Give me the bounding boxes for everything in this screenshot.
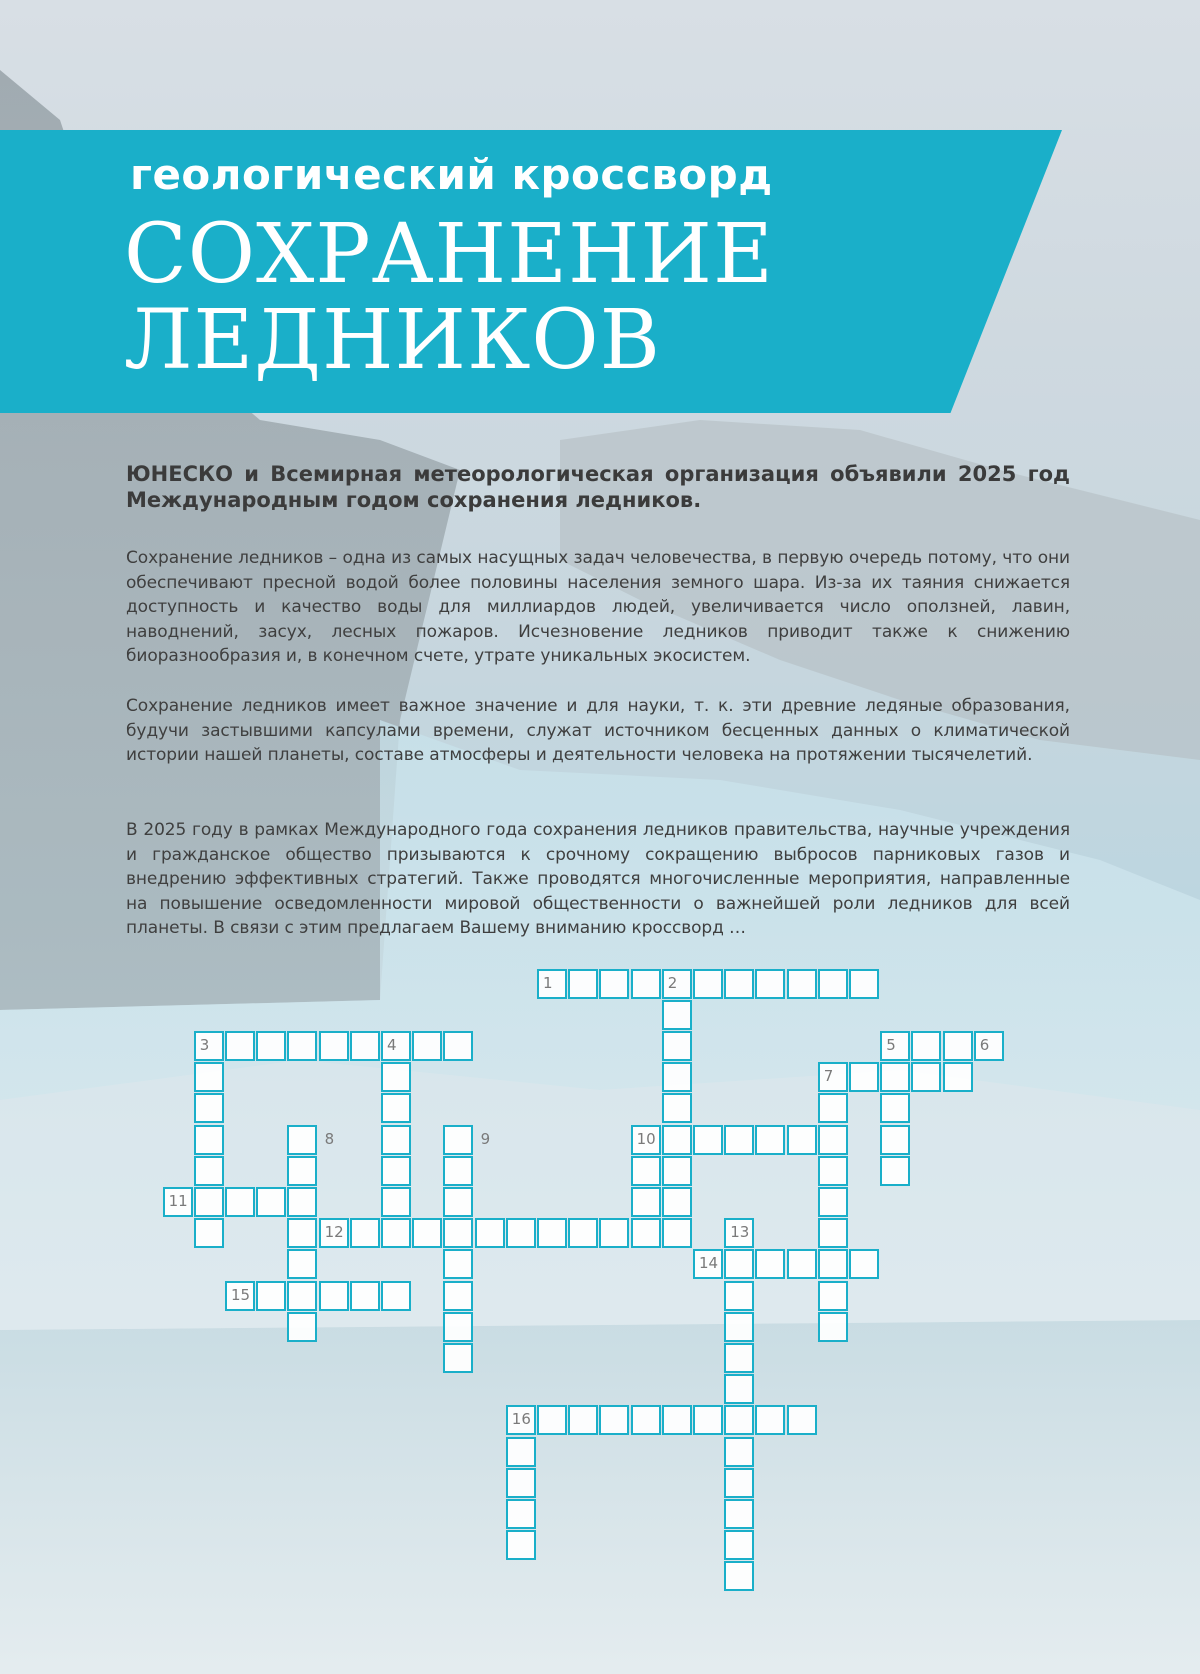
crossword-cell[interactable]	[880, 1031, 910, 1061]
crossword-cell[interactable]	[287, 1312, 317, 1342]
crossword-cell[interactable]	[849, 1249, 879, 1279]
crossword-cell[interactable]	[818, 1312, 848, 1342]
crossword-clue-number: 8	[324, 1129, 335, 1148]
crossword-cell[interactable]	[599, 1218, 629, 1248]
crossword-cell[interactable]	[724, 1312, 754, 1342]
paragraph-3: В 2025 году в рамках Международного года сохранения ледников правительства, научные учреждения и гражданское общество призываются к срочному сокращению выбросов парниковых газов и внедрению эффективных стратегий. Также проводятся многочисленные мероприятия, направленные на повышение осведомленности мировой общественности о важнейшей роли ледников для всей планеты. В связи с этим предлагаем Вашему вниманию кроссворд …	[126, 820, 1070, 939]
crossword-cell[interactable]	[724, 1530, 754, 1560]
crossword-cell[interactable]	[443, 1218, 473, 1248]
crossword-cell[interactable]	[724, 1281, 754, 1311]
crossword-clue-number: 1	[543, 973, 553, 992]
crossword-cell[interactable]	[381, 1156, 411, 1186]
crossword-cell[interactable]	[256, 1031, 286, 1061]
crossword-cell[interactable]	[537, 1218, 567, 1248]
crossword-cell[interactable]	[724, 1499, 754, 1529]
crossword-cell[interactable]	[818, 1093, 848, 1123]
crossword-cell[interactable]	[287, 1281, 317, 1311]
crossword-cell[interactable]	[849, 1062, 879, 1092]
crossword-clue-number: 12	[324, 1223, 344, 1242]
crossword-cell[interactable]	[381, 1281, 411, 1311]
crossword-cell[interactable]	[256, 1187, 286, 1217]
crossword-cell[interactable]	[506, 1437, 536, 1467]
crossword-cell[interactable]	[724, 1125, 754, 1155]
crossword-cell[interactable]	[381, 1031, 411, 1061]
crossword-cell[interactable]	[350, 1218, 380, 1248]
crossword-cell[interactable]	[194, 1187, 224, 1217]
crossword-cell[interactable]	[724, 1343, 754, 1373]
crossword-clue-number: 15	[231, 1285, 251, 1304]
crossword-cell[interactable]	[818, 1281, 848, 1311]
crossword-cell[interactable]	[194, 1062, 224, 1092]
crossword-cell[interactable]	[225, 1187, 255, 1217]
crossword-cell[interactable]	[631, 1218, 661, 1248]
crossword-clue-number: 7	[823, 1067, 834, 1086]
crossword-cell[interactable]	[880, 1093, 910, 1123]
crossword-clue-number: 11	[168, 1191, 188, 1210]
crossword-cell[interactable]	[599, 969, 629, 999]
title-line-1: СОХРАНЕНИЕ	[124, 207, 774, 302]
crossword-cell[interactable]	[662, 1031, 692, 1061]
crossword-cell[interactable]	[319, 1031, 349, 1061]
crossword-cell[interactable]	[755, 1249, 785, 1279]
crossword-cell[interactable]	[693, 1125, 723, 1155]
crossword-cell[interactable]	[724, 1405, 754, 1435]
crossword-cell[interactable]	[724, 1218, 754, 1248]
crossword-cell[interactable]	[287, 1125, 317, 1155]
crossword-cell[interactable]	[818, 1062, 848, 1092]
crossword-cell[interactable]	[724, 1468, 754, 1498]
crossword-clue-number: 6	[979, 1035, 990, 1054]
crossword-cell[interactable]	[381, 1187, 411, 1217]
crossword-cell[interactable]	[693, 1249, 723, 1279]
crossword-cell[interactable]	[537, 1405, 567, 1435]
crossword-clue-number: 16	[511, 1410, 531, 1429]
crossword-cell[interactable]	[163, 1187, 193, 1217]
crossword-cell[interactable]	[662, 1405, 692, 1435]
crossword-cell[interactable]	[943, 1062, 973, 1092]
crossword-cell[interactable]	[787, 969, 817, 999]
crossword-cell[interactable]	[381, 1218, 411, 1248]
crossword-cell[interactable]	[506, 1499, 536, 1529]
crossword-cell[interactable]	[880, 1156, 910, 1186]
crossword-cell[interactable]	[662, 1000, 692, 1030]
crossword-cell[interactable]	[974, 1031, 1004, 1061]
crossword-cell[interactable]	[568, 1405, 598, 1435]
crossword-cell[interactable]	[287, 1218, 317, 1248]
crossword-cell[interactable]	[443, 1187, 473, 1217]
crossword-cell[interactable]	[818, 1218, 848, 1248]
crossword-cell[interactable]	[818, 1156, 848, 1186]
crossword-cell[interactable]	[443, 1249, 473, 1279]
crossword-cell[interactable]	[787, 1249, 817, 1279]
crossword-cell[interactable]	[755, 969, 785, 999]
crossword-cell[interactable]	[693, 1405, 723, 1435]
crossword-cell[interactable]	[194, 1218, 224, 1248]
crossword-cell[interactable]	[662, 1093, 692, 1123]
crossword-clue-number: 9	[480, 1129, 491, 1148]
crossword-cell[interactable]	[724, 1561, 754, 1591]
crossword-cell[interactable]	[443, 1031, 473, 1061]
crossword-cell[interactable]	[631, 1187, 661, 1217]
crossword-cell[interactable]	[506, 1218, 536, 1248]
crossword-cell[interactable]	[818, 1125, 848, 1155]
crossword-clue-number: 3	[199, 1035, 210, 1054]
crossword-cell[interactable]	[443, 1281, 473, 1311]
crossword-clue-number: 10	[636, 1129, 656, 1148]
crossword-cell[interactable]	[537, 969, 567, 999]
crossword-cell[interactable]	[693, 969, 723, 999]
crossword-cell[interactable]	[443, 1312, 473, 1342]
crossword-cell[interactable]	[911, 1062, 941, 1092]
crossword-cell[interactable]	[506, 1468, 536, 1498]
crossword-cell[interactable]	[506, 1530, 536, 1560]
crossword-clue-number: 4	[387, 1035, 397, 1054]
crossword-cell[interactable]	[287, 1156, 317, 1186]
crossword-clue-number: 13	[730, 1223, 750, 1242]
paragraph-2: Сохранение ледников имеет важное значение и для науки, т. к. эти древние ледяные образования, будучи застывшими капсулами времени, служат источником бесценных данных о климатической истории нашей планеты, составе атмосферы и деятельности человека на протяжении тысячелетий.	[126, 696, 1070, 766]
crossword-cell[interactable]	[662, 1187, 692, 1217]
crossword-cell[interactable]	[568, 1218, 598, 1248]
banner-subtitle: геологический кроссворд	[130, 150, 773, 199]
crossword-cell[interactable]	[443, 1125, 473, 1155]
crossword-cell[interactable]	[319, 1218, 349, 1248]
crossword-cell[interactable]	[818, 1187, 848, 1217]
crossword-cell[interactable]	[599, 1405, 629, 1435]
crossword-cell[interactable]	[631, 969, 661, 999]
crossword-cell[interactable]	[194, 1093, 224, 1123]
crossword-cell[interactable]	[475, 1218, 505, 1248]
crossword-clue-number: 5	[886, 1035, 896, 1054]
crossword-cell[interactable]	[319, 1281, 349, 1311]
crossword-clue-number: 14	[699, 1254, 719, 1273]
crossword-cell[interactable]	[568, 969, 598, 999]
crossword-cell[interactable]	[194, 1156, 224, 1186]
crossword-cell[interactable]	[287, 1031, 317, 1061]
crossword-clue-number: 2	[667, 973, 678, 992]
title-line-2: ЛЕДНИКОВ	[124, 293, 661, 388]
crossword-cell[interactable]	[631, 1156, 661, 1186]
crossword-cell[interactable]	[194, 1125, 224, 1155]
crossword-cell[interactable]	[662, 1218, 692, 1248]
crossword-cell[interactable]	[787, 1405, 817, 1435]
crossword-cell[interactable]	[787, 1125, 817, 1155]
crossword-cell[interactable]	[880, 1062, 910, 1092]
crossword-cell[interactable]	[443, 1343, 473, 1373]
crossword-cell[interactable]	[943, 1031, 973, 1061]
crossword-cell[interactable]	[381, 1062, 411, 1092]
crossword-cell[interactable]	[443, 1156, 473, 1186]
crossword-cell[interactable]	[350, 1031, 380, 1061]
crossword-cell[interactable]	[911, 1031, 941, 1061]
crossword-cell[interactable]	[724, 969, 754, 999]
crossword-cell[interactable]	[631, 1125, 661, 1155]
crossword-cell[interactable]	[381, 1093, 411, 1123]
crossword-cell[interactable]	[631, 1405, 661, 1435]
crossword-cell[interactable]	[194, 1031, 224, 1061]
crossword-cell[interactable]	[256, 1281, 286, 1311]
crossword-cell[interactable]	[350, 1281, 380, 1311]
crossword-cell[interactable]	[381, 1125, 411, 1155]
paragraph-1: Сохранение ледников – одна из самых насущных задач человечества, в первую очередь потому, что они обеспечивают пресной водой более половины населения земного шара. Из-за их таяния снижается доступность и качество воды для миллиардов людей, увеличивается число оползней, лавин, наводнений, засух, лесных пожаров. Исчезновение ледников приводит также к снижению биоразнообразия и, в конечном счете, утрате уникальных экосистем.	[126, 548, 1070, 667]
crossword-cell[interactable]	[662, 1156, 692, 1186]
crossword-cell[interactable]	[724, 1374, 754, 1404]
crossword-cell[interactable]	[662, 1125, 692, 1155]
crossword-cell[interactable]	[818, 1249, 848, 1279]
crossword-cell[interactable]	[818, 969, 848, 999]
crossword-cell[interactable]	[849, 969, 879, 999]
crossword-cell[interactable]	[287, 1187, 317, 1217]
intro-text: ЮНЕСКО и Всемирная метеорологическая организация объявили 2025 год Международным годом сохранения ледников.	[126, 462, 1070, 512]
crossword-cell[interactable]	[287, 1249, 317, 1279]
crossword-cell[interactable]	[225, 1031, 255, 1061]
crossword-cell[interactable]	[412, 1031, 442, 1061]
crossword-cell[interactable]	[880, 1125, 910, 1155]
crossword-cell[interactable]	[506, 1405, 536, 1435]
crossword-cell[interactable]	[225, 1281, 255, 1311]
crossword-cell[interactable]	[724, 1437, 754, 1467]
crossword-cell[interactable]	[755, 1405, 785, 1435]
crossword-cell[interactable]	[662, 1062, 692, 1092]
crossword-cell[interactable]	[755, 1125, 785, 1155]
crossword-cell[interactable]	[662, 969, 692, 999]
crossword-cell[interactable]	[412, 1218, 442, 1248]
crossword-cell[interactable]	[724, 1249, 754, 1279]
